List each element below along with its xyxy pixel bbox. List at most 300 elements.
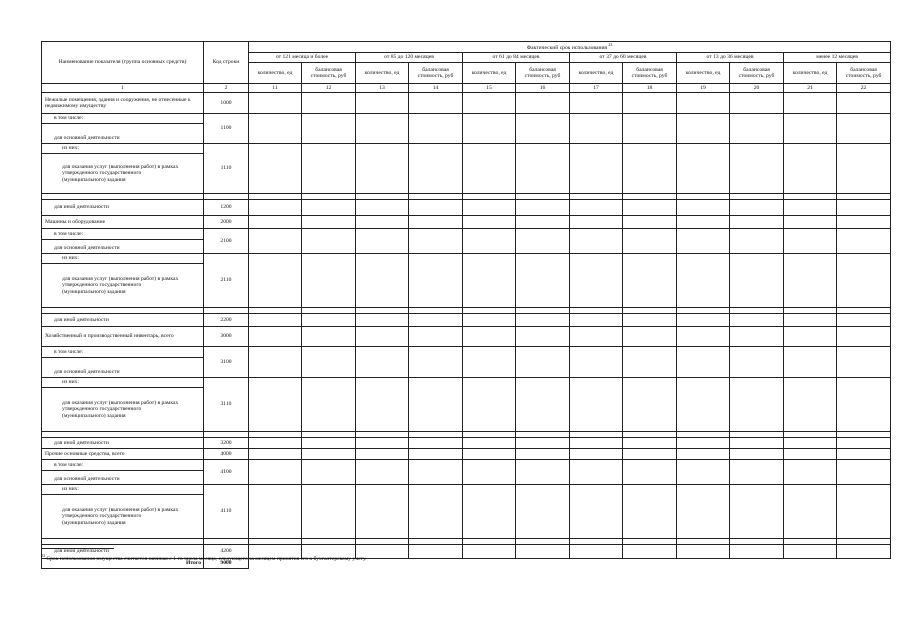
empty-cell: [784, 559, 837, 569]
row-code: 4200: [204, 545, 249, 559]
data-entry-cell[interactable]: [570, 449, 623, 460]
state-task-line: (муниципального) задания: [62, 288, 126, 295]
data-entry-cell[interactable]: [463, 200, 516, 216]
of-which-row: [42, 144, 891, 154]
header-qty: количество, ед: [249, 63, 302, 84]
data-entry-cell[interactable]: [516, 545, 570, 559]
other-activity-label: для иной деятельности: [42, 200, 204, 216]
data-entry-cell[interactable]: [623, 93, 677, 114]
other-activity-row: [42, 438, 891, 449]
data-entry-cell[interactable]: [570, 460, 623, 485]
data-entry-cell[interactable]: [249, 229, 302, 254]
data-entry-cell[interactable]: [463, 216, 516, 229]
data-entry-cell[interactable]: [302, 460, 356, 485]
data-entry-cell[interactable]: [356, 460, 409, 485]
data-entry-cell[interactable]: [837, 327, 891, 347]
state-task-line: утвержденного государственного: [62, 513, 142, 520]
other-activity-label: для иной деятельности: [42, 314, 204, 327]
data-entry-cell[interactable]: [463, 449, 516, 460]
data-entry-cell[interactable]: [623, 545, 677, 559]
fixed-assets-usage-table: [41, 41, 891, 569]
row-code: 4000: [204, 449, 249, 460]
data-entry-cell[interactable]: [516, 200, 570, 216]
footnote: [41, 553, 367, 562]
of-which-label: из них:: [42, 254, 204, 264]
data-entry-cell[interactable]: [356, 378, 409, 432]
data-entry-cell[interactable]: [837, 200, 891, 216]
data-entry-cell[interactable]: [249, 216, 302, 229]
data-entry-cell[interactable]: [302, 229, 356, 254]
data-entry-cell[interactable]: [409, 347, 463, 378]
data-entry-cell[interactable]: [730, 378, 784, 432]
data-entry-cell[interactable]: [302, 254, 356, 308]
data-entry-cell[interactable]: [463, 460, 516, 485]
data-entry-cell[interactable]: [837, 485, 891, 539]
data-entry-cell[interactable]: [730, 545, 784, 559]
data-entry-cell[interactable]: [784, 314, 837, 327]
data-entry-cell[interactable]: [302, 93, 356, 114]
data-entry-cell[interactable]: [570, 200, 623, 216]
data-entry-cell[interactable]: [302, 327, 356, 347]
column-number: 19: [677, 84, 730, 93]
data-entry-cell[interactable]: [409, 254, 463, 308]
data-entry-cell[interactable]: [677, 254, 730, 308]
column-number: 17: [570, 84, 623, 93]
empty-cell: [463, 559, 516, 569]
data-entry-cell[interactable]: [623, 378, 677, 432]
state-task-line: утвержденного государственного: [62, 282, 142, 289]
data-entry-cell[interactable]: [463, 438, 516, 449]
data-entry-cell[interactable]: [837, 378, 891, 432]
data-entry-cell[interactable]: [837, 144, 891, 194]
of-which-row: [42, 485, 891, 495]
data-entry-cell[interactable]: [677, 114, 730, 144]
data-entry-cell[interactable]: [463, 93, 516, 114]
state-task-line: для оказания услуг (выполнения работ) в рамках: [62, 399, 179, 406]
group-title-row: [42, 216, 891, 229]
data-entry-cell[interactable]: [516, 378, 570, 432]
group-title: Хозяйственный и производственный инвентарь, всего: [42, 327, 204, 347]
header-period-6: менее 12 месяцев: [784, 53, 891, 63]
data-entry-cell[interactable]: [677, 460, 730, 485]
header-qty: количество, ед: [356, 63, 409, 84]
data-entry-cell[interactable]: [570, 347, 623, 378]
data-entry-cell[interactable]: [516, 216, 570, 229]
in-that-number-label: в том числе:: [42, 114, 204, 124]
data-entry-cell[interactable]: [784, 114, 837, 144]
row-code: 4100: [204, 460, 249, 485]
data-entry-cell[interactable]: [249, 378, 302, 432]
data-entry-cell[interactable]: [356, 200, 409, 216]
data-entry-cell[interactable]: [784, 229, 837, 254]
data-entry-cell[interactable]: [730, 93, 784, 114]
data-entry-cell[interactable]: [356, 144, 409, 194]
empty-cell: [730, 559, 784, 569]
data-entry-cell[interactable]: [677, 449, 730, 460]
main-activity-row: [42, 229, 891, 240]
data-entry-cell[interactable]: [409, 314, 463, 327]
of-which-label: из них:: [42, 378, 204, 388]
data-entry-cell[interactable]: [837, 314, 891, 327]
data-entry-cell[interactable]: [249, 200, 302, 216]
header-usage-period: [249, 42, 891, 53]
total-label: Итого: [42, 559, 204, 569]
data-entry-cell[interactable]: [677, 144, 730, 194]
row-code: 2110: [204, 254, 249, 308]
data-entry-cell[interactable]: [463, 254, 516, 308]
data-entry-cell[interactable]: [623, 254, 677, 308]
data-entry-cell[interactable]: [837, 114, 891, 144]
data-entry-cell[interactable]: [516, 327, 570, 347]
other-activity-label: для иной деятельности: [42, 545, 204, 559]
row-code: 3100: [204, 347, 249, 378]
column-number-row: [42, 84, 891, 93]
data-entry-cell[interactable]: [784, 216, 837, 229]
group-title-row: [42, 449, 891, 460]
main-activity-label: для основной деятельности: [42, 240, 204, 254]
data-entry-cell[interactable]: [677, 378, 730, 432]
header-value: балансовая стоимость, руб: [302, 63, 356, 84]
data-entry-cell[interactable]: [677, 545, 730, 559]
data-entry-cell[interactable]: [409, 114, 463, 144]
empty-cell: [409, 559, 463, 569]
data-entry-cell[interactable]: [570, 545, 623, 559]
data-entry-cell[interactable]: [463, 347, 516, 378]
column-number: 15: [463, 84, 516, 93]
data-entry-cell[interactable]: [409, 449, 463, 460]
data-entry-cell[interactable]: [302, 114, 356, 144]
data-entry-cell[interactable]: [302, 144, 356, 194]
data-entry-cell[interactable]: [570, 485, 623, 539]
group-title: Нежилые помещения, здания и сооружения, не отнесенные к недвижимому имуществу: [42, 93, 204, 114]
data-entry-cell[interactable]: [784, 254, 837, 308]
data-entry-cell[interactable]: [570, 314, 623, 327]
data-entry-cell[interactable]: [409, 144, 463, 194]
data-entry-cell[interactable]: [730, 438, 784, 449]
data-entry-cell[interactable]: [409, 229, 463, 254]
group-title: Машины и оборудование: [42, 216, 204, 229]
data-entry-cell[interactable]: [356, 314, 409, 327]
data-entry-cell[interactable]: [837, 229, 891, 254]
other-activity-label: для иной деятельности: [42, 438, 204, 449]
header-value: балансовая стоимость, руб: [516, 63, 570, 84]
data-entry-cell[interactable]: [784, 327, 837, 347]
state-task-line: для оказания услуг (выполнения работ) в рамках: [62, 275, 179, 282]
row-code: 1110: [204, 144, 249, 194]
column-number: 18: [623, 84, 677, 93]
data-entry-cell[interactable]: [409, 485, 463, 539]
column-number: 2: [204, 84, 249, 93]
group-title-row: [42, 93, 891, 114]
data-entry-cell[interactable]: [302, 200, 356, 216]
state-task-line: утвержденного государственного: [62, 406, 142, 413]
data-entry-cell[interactable]: [516, 314, 570, 327]
data-entry-cell[interactable]: [784, 460, 837, 485]
data-entry-cell[interactable]: [677, 216, 730, 229]
data-entry-cell[interactable]: [837, 93, 891, 114]
data-entry-cell[interactable]: [409, 93, 463, 114]
data-entry-cell[interactable]: [302, 378, 356, 432]
column-number: 11: [249, 84, 302, 93]
row-code: 1100: [204, 114, 249, 144]
state-task-label: [42, 388, 204, 432]
data-entry-cell[interactable]: [837, 254, 891, 308]
data-entry-cell[interactable]: [249, 114, 302, 144]
header-value: балансовая стоимость, руб: [837, 63, 891, 84]
header-name-col: Наименование показателя (группа основных средств): [42, 42, 204, 84]
data-entry-cell[interactable]: [356, 347, 409, 378]
data-entry-cell[interactable]: [623, 144, 677, 194]
data-entry-cell[interactable]: [249, 314, 302, 327]
header-period-3: от 61 до 84 месяцев: [463, 53, 570, 63]
column-number: 12: [302, 84, 356, 93]
data-entry-cell[interactable]: [302, 216, 356, 229]
row-code: 2000: [204, 216, 249, 229]
state-task-label: [42, 264, 204, 308]
data-entry-cell[interactable]: [784, 485, 837, 539]
data-entry-cell[interactable]: [516, 93, 570, 114]
main-activity-row: [42, 460, 891, 471]
data-entry-cell[interactable]: [516, 144, 570, 194]
data-entry-cell[interactable]: [516, 485, 570, 539]
data-entry-cell[interactable]: [837, 438, 891, 449]
data-entry-cell[interactable]: [570, 114, 623, 144]
data-entry-cell[interactable]: [730, 314, 784, 327]
data-entry-cell[interactable]: [463, 314, 516, 327]
other-activity-row: [42, 200, 891, 216]
data-entry-cell[interactable]: [784, 378, 837, 432]
main-activity-row: [42, 114, 891, 124]
data-entry-cell[interactable]: [249, 449, 302, 460]
header-qty: количество, ед: [463, 63, 516, 84]
data-entry-cell[interactable]: [677, 229, 730, 254]
in-that-number-label: в том числе:: [42, 229, 204, 240]
data-entry-cell[interactable]: [784, 347, 837, 378]
header-qty: количество, ед: [570, 63, 623, 84]
data-entry-cell[interactable]: [730, 200, 784, 216]
data-entry-cell[interactable]: [784, 449, 837, 460]
data-entry-cell[interactable]: [784, 93, 837, 114]
data-entry-cell[interactable]: [784, 438, 837, 449]
data-entry-cell[interactable]: [730, 460, 784, 485]
data-entry-cell[interactable]: [837, 347, 891, 378]
data-entry-cell[interactable]: [570, 438, 623, 449]
other-activity-row: [42, 314, 891, 327]
data-entry-cell[interactable]: [409, 200, 463, 216]
data-entry-cell[interactable]: [623, 460, 677, 485]
header-period-4: от 37 до 60 месяцев: [570, 53, 677, 63]
header-qty: количество, ед: [784, 63, 837, 84]
data-entry-cell[interactable]: [463, 229, 516, 254]
data-entry-cell[interactable]: [356, 485, 409, 539]
group-title: Прочие основные средства, всего: [42, 449, 204, 460]
empty-cell: [677, 559, 730, 569]
header-period-2: от 85 до 120 месяцев: [356, 53, 463, 63]
data-entry-cell[interactable]: [570, 254, 623, 308]
data-entry-cell[interactable]: [570, 327, 623, 347]
footnote-text: Срок использования имущества считается начиная с 1-го числа месяца, следующего за месяцем принятия его к бухгалтерскому учету.: [46, 555, 367, 562]
state-task-line: (муниципального) задания: [62, 412, 126, 419]
data-entry-cell[interactable]: [730, 449, 784, 460]
data-entry-cell[interactable]: [516, 438, 570, 449]
of-which-label: из них:: [42, 485, 204, 495]
main-activity-label: для основной деятельности: [42, 124, 204, 144]
header-period-5: от 13 до 36 месяцев: [677, 53, 784, 63]
header-value: балансовая стоимость, руб: [730, 63, 784, 84]
data-entry-cell[interactable]: [302, 438, 356, 449]
data-entry-cell[interactable]: [409, 438, 463, 449]
data-entry-cell[interactable]: [249, 438, 302, 449]
row-code: 1000: [204, 93, 249, 114]
main-activity-label: для основной деятельности: [42, 358, 204, 378]
in-that-number-label: в том числе:: [42, 460, 204, 471]
data-entry-cell[interactable]: [356, 216, 409, 229]
data-entry-cell[interactable]: [463, 144, 516, 194]
data-entry-cell[interactable]: [623, 200, 677, 216]
footnote-rule: [41, 548, 114, 549]
data-entry-cell[interactable]: [463, 327, 516, 347]
data-entry-cell[interactable]: [677, 314, 730, 327]
data-entry-cell[interactable]: [623, 449, 677, 460]
data-entry-cell[interactable]: [677, 485, 730, 539]
data-entry-cell[interactable]: [249, 144, 302, 194]
row-code: 2200: [204, 314, 249, 327]
state-task-label: [42, 154, 204, 194]
footnote-mark: 23: [41, 553, 45, 558]
data-entry-cell[interactable]: [516, 254, 570, 308]
state-task-line: для оказания услуг (выполнения работ) в рамках: [62, 506, 179, 513]
data-entry-cell[interactable]: [730, 347, 784, 378]
data-entry-cell[interactable]: [516, 460, 570, 485]
of-which-row: [42, 254, 891, 264]
data-entry-cell[interactable]: [677, 200, 730, 216]
row-code: 1200: [204, 200, 249, 216]
header-value: балансовая стоимость, руб: [409, 63, 463, 84]
data-entry-cell[interactable]: [784, 545, 837, 559]
empty-cell: [570, 559, 623, 569]
data-entry-cell[interactable]: [623, 114, 677, 144]
data-entry-cell[interactable]: [623, 229, 677, 254]
data-entry-cell[interactable]: [570, 93, 623, 114]
data-entry-cell[interactable]: [837, 449, 891, 460]
data-entry-cell[interactable]: [730, 327, 784, 347]
data-entry-cell[interactable]: [784, 200, 837, 216]
data-entry-cell[interactable]: [837, 216, 891, 229]
data-entry-cell[interactable]: [302, 485, 356, 539]
column-number: 13: [356, 84, 409, 93]
data-entry-cell[interactable]: [623, 438, 677, 449]
data-entry-cell[interactable]: [356, 438, 409, 449]
data-entry-cell[interactable]: [249, 485, 302, 539]
column-number: 22: [837, 84, 891, 93]
column-number: 16: [516, 84, 570, 93]
row-code: 3000: [204, 327, 249, 347]
data-entry-cell[interactable]: [623, 216, 677, 229]
state-task-line: (муниципального) задания: [62, 519, 126, 526]
data-entry-cell[interactable]: [409, 327, 463, 347]
column-number: 14: [409, 84, 463, 93]
data-entry-cell[interactable]: [516, 229, 570, 254]
data-entry-cell[interactable]: [463, 378, 516, 432]
data-entry-cell[interactable]: [677, 327, 730, 347]
data-entry-cell[interactable]: [249, 460, 302, 485]
data-entry-cell[interactable]: [677, 438, 730, 449]
usage-footnote-mark: 23: [608, 41, 613, 47]
data-entry-cell[interactable]: [516, 449, 570, 460]
data-entry-cell[interactable]: [249, 327, 302, 347]
of-which-row: [42, 378, 891, 388]
data-entry-cell[interactable]: [356, 449, 409, 460]
in-that-number-label: в том числе:: [42, 347, 204, 358]
data-entry-cell[interactable]: [409, 460, 463, 485]
data-entry-cell[interactable]: [570, 216, 623, 229]
column-number: 21: [784, 84, 837, 93]
data-entry-cell[interactable]: [302, 347, 356, 378]
data-entry-cell[interactable]: [730, 229, 784, 254]
data-entry-cell[interactable]: [356, 327, 409, 347]
data-entry-cell[interactable]: [249, 347, 302, 378]
data-entry-cell[interactable]: [356, 254, 409, 308]
data-entry-cell[interactable]: [730, 144, 784, 194]
data-entry-cell[interactable]: [730, 254, 784, 308]
data-entry-cell[interactable]: [784, 144, 837, 194]
state-task-label: [42, 495, 204, 539]
data-entry-cell[interactable]: [623, 485, 677, 539]
state-task-line: для оказания услуг (выполнения работ) в рамках: [62, 163, 179, 170]
data-entry-cell[interactable]: [730, 485, 784, 539]
main-activity-row: [42, 347, 891, 358]
row-code: 3110: [204, 378, 249, 432]
data-entry-cell[interactable]: [516, 347, 570, 378]
data-entry-cell[interactable]: [249, 93, 302, 114]
data-entry-cell[interactable]: [356, 93, 409, 114]
data-entry-cell[interactable]: [409, 216, 463, 229]
data-entry-cell[interactable]: [570, 229, 623, 254]
data-entry-cell[interactable]: [677, 347, 730, 378]
column-number: 1: [42, 84, 204, 93]
usage-period-label: Фактический срок использования: [526, 44, 608, 51]
data-entry-cell[interactable]: [730, 216, 784, 229]
data-entry-cell[interactable]: [356, 114, 409, 144]
data-entry-cell[interactable]: [463, 485, 516, 539]
row-code: 2100: [204, 229, 249, 254]
data-entry-cell[interactable]: [623, 327, 677, 347]
data-entry-cell[interactable]: [570, 144, 623, 194]
header-qty: количество, ед: [677, 63, 730, 84]
data-entry-cell[interactable]: [623, 314, 677, 327]
data-entry-cell[interactable]: [837, 545, 891, 559]
group-title-row: [42, 327, 891, 347]
data-entry-cell[interactable]: [249, 254, 302, 308]
main-activity-label: для основной деятельности: [42, 471, 204, 485]
data-entry-cell[interactable]: [623, 347, 677, 378]
data-entry-cell[interactable]: [730, 114, 784, 144]
data-entry-cell[interactable]: [409, 545, 463, 559]
data-entry-cell[interactable]: [463, 545, 516, 559]
data-entry-cell[interactable]: [356, 229, 409, 254]
row-code: 4110: [204, 485, 249, 539]
row-code: 3200: [204, 438, 249, 449]
data-entry-cell[interactable]: [837, 460, 891, 485]
data-entry-cell[interactable]: [516, 114, 570, 144]
data-entry-cell[interactable]: [302, 314, 356, 327]
data-entry-cell[interactable]: [409, 378, 463, 432]
data-entry-cell[interactable]: [677, 93, 730, 114]
data-entry-cell[interactable]: [570, 378, 623, 432]
header-code-col: Код строки: [204, 42, 249, 84]
data-entry-cell[interactable]: [463, 114, 516, 144]
data-entry-cell[interactable]: [302, 449, 356, 460]
